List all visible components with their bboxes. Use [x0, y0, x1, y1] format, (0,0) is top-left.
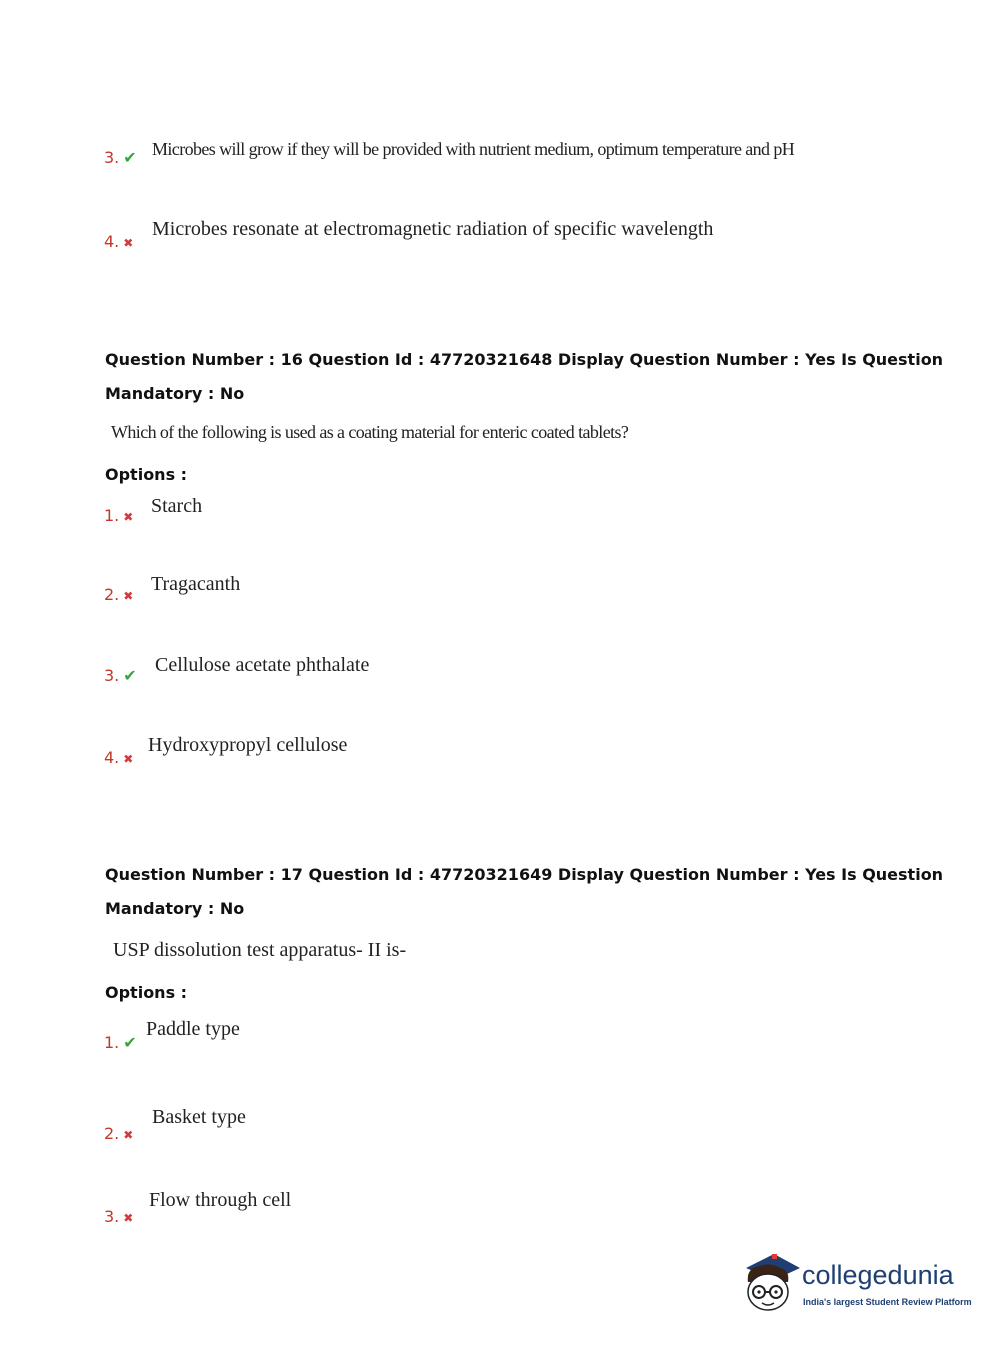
option-row — [104, 1207, 133, 1226]
option-number: 4. — [104, 748, 120, 767]
question-meta: Question Number : 17 Question Id : 47720321649 Display Question Number : Yes Is Question — [105, 865, 944, 884]
option-text: Microbes resonate at electromagnetic radiation of specific wavelength — [152, 218, 714, 240]
option-number: 3. — [104, 148, 120, 167]
check-icon: ✔ — [123, 666, 137, 685]
option-text: Cellulose acetate phthalate — [155, 654, 370, 676]
option-number: 3. — [104, 1207, 120, 1226]
option-row — [104, 585, 133, 604]
option-row — [104, 1033, 137, 1052]
option-number: 4. — [104, 232, 120, 251]
logo-name: collegedunia — [802, 1260, 954, 1290]
options-label: Options : — [105, 465, 188, 484]
option-row — [104, 148, 137, 167]
check-icon: ✔ — [123, 1033, 137, 1052]
question-text: USP dissolution test apparatus- II is- — [113, 939, 407, 961]
options-label: Options : — [105, 983, 188, 1002]
option-text: Hydroxypropyl cellulose — [148, 734, 348, 756]
cross-icon: ✖ — [123, 1128, 134, 1142]
cross-icon: ✖ — [123, 1211, 134, 1225]
option-number: 3. — [104, 666, 120, 685]
option-text: Tragacanth — [151, 573, 241, 595]
option-text: Flow through cell — [149, 1189, 292, 1211]
option-number: 1. — [104, 1033, 120, 1052]
option-text: Paddle type — [146, 1018, 240, 1040]
question-mandatory: Mandatory : No — [105, 899, 245, 918]
question-meta: Question Number : 16 Question Id : 47720321648 Display Question Number : Yes Is Question — [105, 350, 944, 369]
cross-icon: ✖ — [123, 589, 134, 603]
option-number: 1. — [104, 506, 120, 525]
option-text: Microbes will grow if they will be provided with nutrient medium, optimum temperature and pH — [152, 139, 795, 159]
option-text: Starch — [151, 495, 203, 517]
question-text: Which of the following is used as a coating material for enteric coated tablets? — [111, 422, 629, 442]
logo-tagline: India's largest Student Review Platform — [803, 1297, 972, 1307]
collegedunia-logo — [740, 1248, 970, 1318]
option-row — [104, 506, 133, 525]
option-row — [104, 666, 137, 685]
option-row — [104, 232, 133, 251]
option-number: 2. — [104, 585, 120, 604]
option-number: 2. — [104, 1124, 120, 1143]
cross-icon: ✖ — [123, 510, 134, 524]
cross-icon: ✖ — [123, 236, 134, 250]
option-row — [104, 748, 133, 767]
option-row — [104, 1124, 133, 1143]
cross-icon: ✖ — [123, 752, 134, 766]
check-icon: ✔ — [123, 148, 137, 167]
question-mandatory: Mandatory : No — [105, 384, 245, 403]
option-text: Basket type — [152, 1106, 246, 1128]
mascot-icon — [740, 1248, 802, 1318]
